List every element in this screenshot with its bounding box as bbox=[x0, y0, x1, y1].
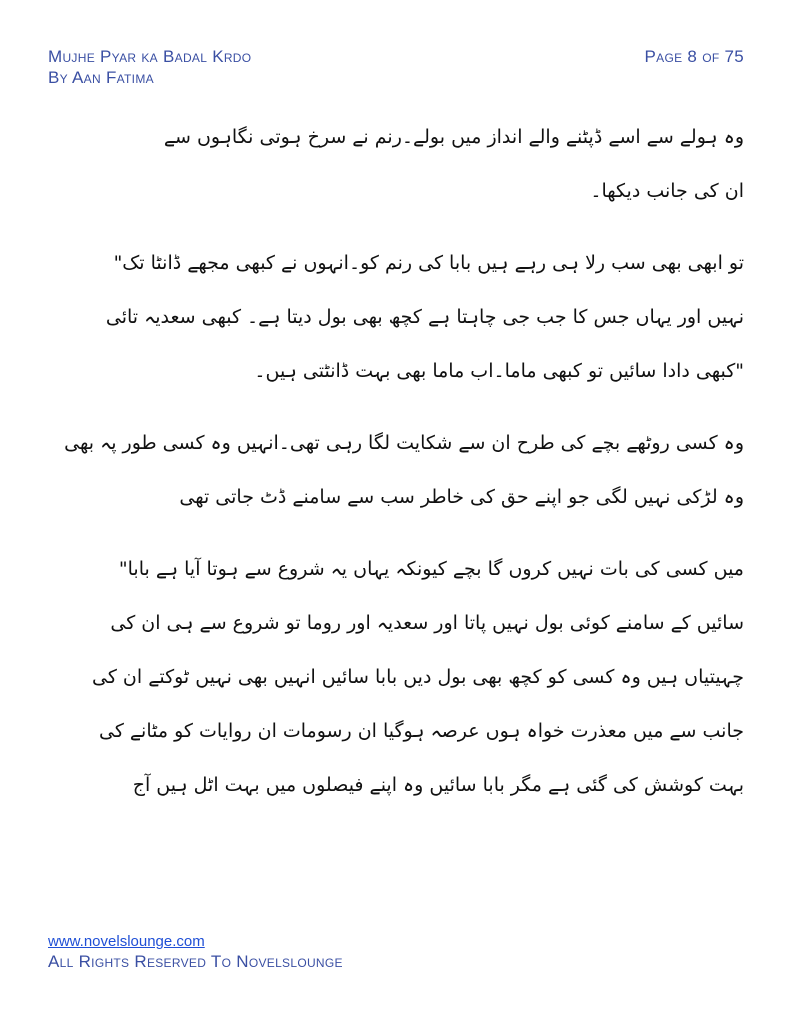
text-line: وہ کسی روٹھے بچے کی طرح ان سے شکایت لگا رہی تھی۔انہیں وہ کسی طور پہ بھی bbox=[64, 432, 744, 454]
text-line: سائیں کے سامنے کوئی بول نہیں پاتا اور سعدیہ اور روما تو شروع سے ہی ان کی bbox=[110, 612, 744, 634]
document-header-left bbox=[48, 46, 251, 88]
document-footer bbox=[48, 932, 343, 972]
copyright-notice: All Rights Reserved To Novelslounge bbox=[48, 952, 343, 971]
text-line: ان کی جانب دیکھا۔ bbox=[590, 180, 744, 202]
page-number: Page 8 of 75 bbox=[644, 47, 744, 66]
text-line: نہیں اور یہاں جس کا جب جی چاہتا ہے کچھ بھی بول دیتا ہے۔ کبھی سعدیہ تائی bbox=[105, 306, 744, 328]
text-line: بہت کوشش کی گئی ہے مگر بابا سائیں وہ اپنے فیصلوں میں بہت اٹل ہیں آج bbox=[132, 774, 744, 796]
document-body bbox=[48, 110, 744, 830]
text-line: "کبھی دادا سائیں تو کبھی ماما۔اب ماما بھی بہت ڈانٹتی ہیں۔ bbox=[254, 360, 744, 382]
text-line: جانب سے میں معذرت خواہ ہوں عرصہ ہوگیا ان رسومات ان روایات کو مٹانے کی bbox=[99, 720, 744, 742]
paragraph bbox=[48, 542, 744, 812]
text-line: چہیتیاں ہیں وہ کسی کو کچھ بھی بول دیں بابا سائیں انہیں بھی نہیں ٹوکتے ان کی bbox=[92, 666, 744, 688]
paragraph bbox=[48, 110, 744, 218]
paragraph bbox=[48, 416, 744, 524]
website-link[interactable]: www.novelslounge.com bbox=[48, 933, 205, 950]
text-line: میں کسی کی بات نہیں کروں گا بچے کیونکہ یہاں یہ شروع سے ہوتا آیا ہے بابا" bbox=[118, 558, 744, 580]
text-line: وہ لڑکی نہیں لگی جو اپنے حق کی خاطر سب سے سامنے ڈٹ جاتی تھی bbox=[179, 486, 744, 508]
paragraph bbox=[48, 236, 744, 398]
text-line: تو ابھی بھی سب رلا ہی رہے ہیں بابا کی رنم کو۔انہوں نے کبھی مجھے ڈانٹا تک" bbox=[113, 252, 744, 274]
novel-title: Mujhe Pyar ka Badal Krdo bbox=[48, 47, 252, 66]
text-line: وہ ہولے سے اسے ڈپٹنے والے انداز میں بولے۔رنم نے سرخ ہوتی نگاہوں سے bbox=[163, 126, 744, 148]
novel-author: By Aan Fatima bbox=[48, 68, 154, 87]
